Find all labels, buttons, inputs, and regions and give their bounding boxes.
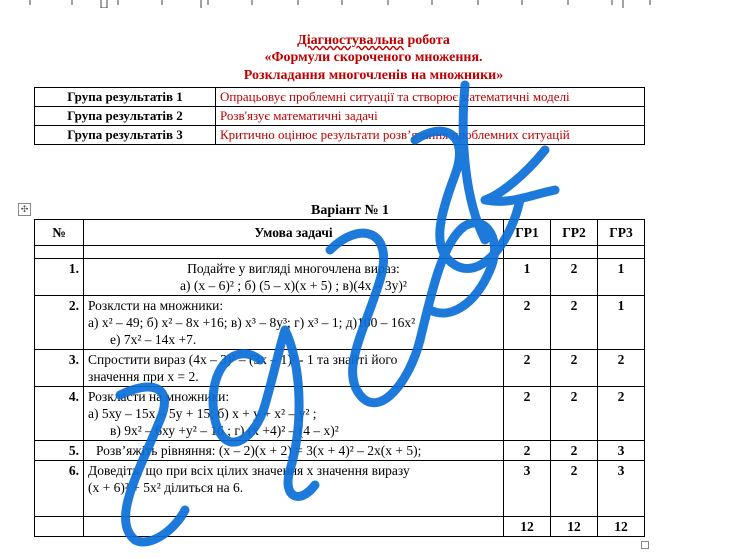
score-g3: 1	[598, 259, 645, 296]
task-number: 2.	[35, 296, 84, 350]
title-line-1	[0, 32, 747, 49]
total-g2: 12	[551, 517, 598, 537]
score-g1: 2	[504, 441, 551, 461]
task-row	[35, 461, 645, 517]
score-g2: 2	[551, 259, 598, 296]
col-task-header: Умова задачі	[84, 220, 504, 246]
task-line: а) х² – 49; б) х² – 8х +16; в) х³ – 8у³; г) х³ – 1; д)100 – 16х²	[88, 315, 416, 330]
task-line: е) 7х² – 14х +7.	[110, 332, 197, 347]
task-line: а) (х – 6)² ; б) (5 – х)(х + 5) ; в)(4х – 3у)²	[180, 278, 407, 293]
score-g2: 2	[551, 441, 598, 461]
task-text	[84, 296, 504, 350]
header-row	[35, 220, 645, 246]
task-row	[35, 441, 645, 461]
task-number: 3.	[35, 350, 84, 387]
group-desc: Критично оцінює результати розв’язання проблемних ситуацій	[216, 126, 645, 145]
total-g3: 12	[598, 517, 645, 537]
task-number: 4.	[35, 387, 84, 441]
title-rest: робота	[407, 33, 450, 48]
total-g1: 12	[504, 517, 551, 537]
group-name: Група результатів 1	[35, 88, 216, 107]
col-num-header: №	[35, 220, 84, 246]
task-line: Доведіть, що при всіх цілих значення х значення виразу	[88, 463, 410, 478]
table-resize-handle[interactable]	[641, 541, 649, 549]
col-g2-header: ГР2	[551, 220, 598, 246]
title-underlined-word: Діагностувальна	[297, 33, 404, 48]
score-g2: 2	[551, 387, 598, 441]
task-number: 6.	[35, 461, 84, 517]
score-g3: 1	[598, 296, 645, 350]
col-g3-header: ГР3	[598, 220, 645, 246]
score-g2: 2	[551, 350, 598, 387]
task-line: а) 5ху – 15х – 5у + 15; б) х + у + х² – у² ;	[88, 406, 317, 421]
groups-row	[35, 107, 645, 126]
task-row	[35, 259, 645, 296]
task-row	[35, 350, 645, 387]
variant-heading: Варіант № 1	[310, 203, 390, 218]
task-line: значення при х = 2.	[88, 369, 199, 384]
task-text	[84, 461, 504, 517]
task-line: Розклсти на множники:	[88, 298, 224, 313]
task-line: Розв’яжіть рівняння: (х – 2)(х + 2) = 3(х + 4)² – 2х(х + 5);	[96, 443, 422, 458]
task-line: Розкласти на множники:	[88, 389, 230, 404]
score-g2: 2	[551, 296, 598, 350]
score-g1: 2	[504, 296, 551, 350]
task-line: в) 9х² – 6ху +у² – 16 ; г) (х +4)² – (4 – х)²	[110, 423, 339, 438]
score-g3: 2	[598, 387, 645, 441]
task-text	[84, 387, 504, 441]
score-g3: 2	[598, 350, 645, 387]
tasks-table	[34, 219, 645, 537]
spacer-row	[35, 246, 645, 259]
totals-row	[35, 517, 645, 537]
title-line-3: Розкладання многочленів на множники»	[243, 68, 504, 83]
group-desc: Розв'язує математичні задачі	[216, 107, 645, 126]
group-desc: Опрацьовує проблемні ситуації та створює математичні моделі	[216, 88, 645, 107]
task-text	[84, 259, 504, 296]
task-number: 5.	[35, 441, 84, 461]
task-row	[35, 296, 645, 350]
group-name: Група результатів 3	[35, 126, 216, 145]
task-text	[84, 441, 504, 461]
task-row	[35, 387, 645, 441]
task-line: Подайте у вигляді многочлена вираз:	[187, 261, 400, 276]
score-g1: 1	[504, 259, 551, 296]
groups-row	[35, 126, 645, 145]
task-number: 1.	[35, 259, 84, 296]
score-g3: 3	[598, 441, 645, 461]
score-g2: 2	[551, 461, 598, 517]
table-move-handle-icon[interactable]: ✣	[18, 203, 31, 216]
task-line: Спростити вираз (4х – 3)² – (3х – 1)² - 1 та знайті його	[88, 352, 398, 367]
score-g3: 3	[598, 461, 645, 517]
score-g1: 3	[504, 461, 551, 517]
task-line: (х + 6)² + 5х² ділиться на 6.	[88, 480, 244, 495]
ruler-marks	[0, 0, 747, 8]
watermark-stroke	[485, 150, 555, 201]
groups-table	[34, 87, 645, 145]
group-name: Група результатів 2	[35, 107, 216, 126]
title-line-2: «Формули скороченого множення.	[264, 50, 483, 65]
score-g1: 2	[504, 387, 551, 441]
groups-row	[35, 88, 645, 107]
task-text	[84, 350, 504, 387]
score-g1: 2	[504, 350, 551, 387]
col-g1-header: ГР1	[504, 220, 551, 246]
